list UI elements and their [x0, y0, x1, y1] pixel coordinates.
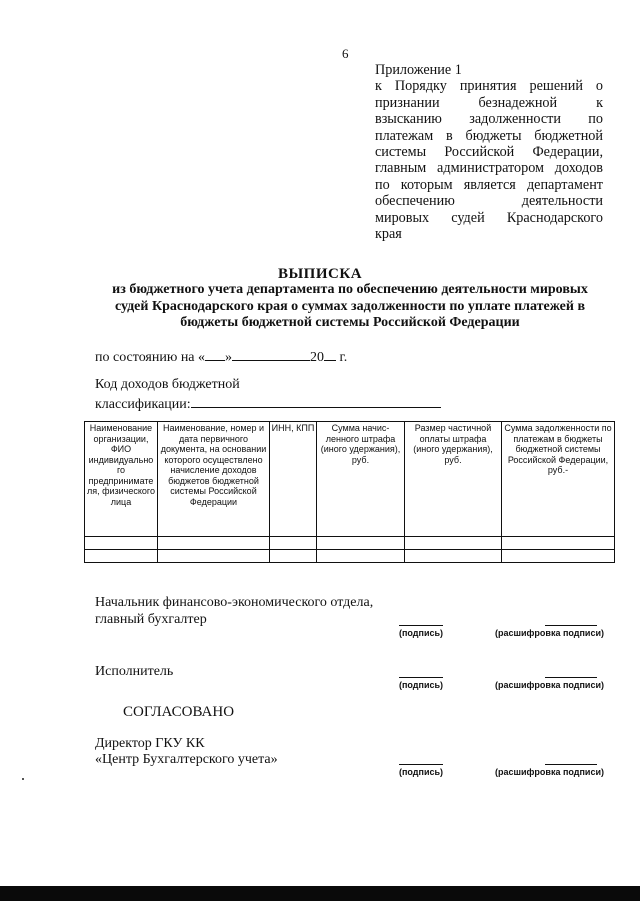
appendix-line: обеспечению деятельности [375, 193, 603, 210]
decoding-line[interactable] [545, 625, 597, 626]
signature-line[interactable] [399, 677, 443, 678]
head-title-line1: Начальник финансово-экономического отдела, [95, 595, 374, 610]
table-header-row [85, 422, 615, 537]
table-cell[interactable] [85, 550, 158, 563]
table-cell[interactable] [317, 537, 405, 550]
caption-decoding: (расшифровка подписи) [495, 680, 604, 690]
budget-code-line [95, 393, 441, 413]
year-prefix: 20 [310, 350, 325, 365]
document-title: ВЫПИСКА [277, 266, 363, 282]
table-cell[interactable] [502, 537, 615, 550]
appendix-line: главным администратором доходов [375, 160, 603, 177]
col-header-fine-amount: Сумма начис- ленного штрафа (иного удержания), руб. [317, 422, 405, 537]
table-cell[interactable] [270, 537, 317, 550]
caption-decoding: (расшифровка подписи) [495, 628, 604, 638]
scan-bottom-border [0, 886, 640, 901]
appendix-line: к Порядку принятия решений о [375, 78, 603, 95]
document-subtitle [90, 282, 610, 332]
table-cell[interactable] [502, 550, 615, 563]
appendix-line: края [375, 226, 402, 243]
caption-signature: (подпись) [399, 628, 444, 638]
caption-signature: (подпись) [399, 680, 444, 690]
budget-code-label: Код доходов бюджетной [95, 377, 240, 392]
appendix-line: системы Российской Федерации, [375, 144, 603, 161]
table-cell[interactable] [158, 550, 270, 563]
debt-table [84, 421, 615, 563]
page-number: 6 [342, 46, 349, 61]
budget-code-label-2: классификации: [95, 397, 191, 412]
appendix-block [375, 62, 603, 242]
appendix-line: платежам в бюджеты бюджетной [375, 127, 603, 144]
col-header-document: Наименование, номер и дата первичного документа, на основании которого осуществлено начисление доходов бюджетов бюджетной системы Российской Федерации [158, 422, 270, 537]
caption-signature: (подпись) [399, 767, 444, 777]
executor-label: Исполнитель [95, 664, 174, 679]
table-cell[interactable] [405, 550, 502, 563]
subtitle-line: судей Краснодарского края о суммах задолженности по уплате платежей в [114, 298, 586, 314]
year-blank[interactable] [324, 346, 336, 361]
signature-line[interactable] [399, 625, 443, 626]
budget-code-blank[interactable] [191, 393, 441, 408]
decoding-line[interactable] [545, 677, 597, 678]
table-cell[interactable] [405, 537, 502, 550]
table-row [85, 537, 615, 550]
col-header-partial-payment: Размер частичной оплаты штрафа (иного удержания), руб. [405, 422, 502, 537]
col-header-debt-amount: Сумма задолженности по платежам в бюджеты бюджетной системы Российской Федерации, руб.- [502, 422, 615, 537]
as-of-date-line [95, 346, 347, 366]
col-header-organization: Наименование организации, ФИО индивидуально го предпринимате ля, физического лица [85, 422, 158, 537]
director-title-line2: «Центр Бухгалтерского учета» [95, 752, 278, 767]
appendix-line: мировых судей Краснодарского [375, 209, 603, 226]
scan-speck [22, 778, 24, 780]
month-blank[interactable] [232, 346, 310, 361]
signature-line[interactable] [399, 764, 443, 765]
head-title-line2: главный бухгалтер [95, 612, 207, 627]
table-cell[interactable] [85, 537, 158, 550]
col-header-inn-kpp: ИНН, КПП [270, 422, 317, 537]
subtitle-line: бюджеты бюджетной системы Российской Федерации [180, 315, 520, 330]
caption-decoding: (расшифровка подписи) [495, 767, 604, 777]
subtitle-line: из бюджетного учета департамента по обеспечению деятельности мировых [112, 282, 588, 297]
as-of-mid: » [225, 350, 233, 365]
table-row [85, 550, 615, 563]
as-of-prefix: по состоянию на « [95, 350, 206, 365]
agreed-label: СОГЛАСОВАНО [123, 704, 235, 720]
appendix-line: по которым является департамент [375, 176, 603, 193]
appendix-line: признании безнадежной к [375, 94, 603, 111]
day-blank[interactable] [205, 346, 225, 361]
decoding-line[interactable] [545, 764, 597, 765]
table-cell[interactable] [270, 550, 317, 563]
director-title-line1: Директор ГКУ КК [95, 736, 205, 751]
table-cell[interactable] [317, 550, 405, 563]
appendix-line: Приложение 1 [375, 62, 462, 78]
appendix-line: взысканию задолженности по [375, 111, 603, 128]
table-cell[interactable] [158, 537, 270, 550]
as-of-suffix: г. [336, 350, 348, 365]
